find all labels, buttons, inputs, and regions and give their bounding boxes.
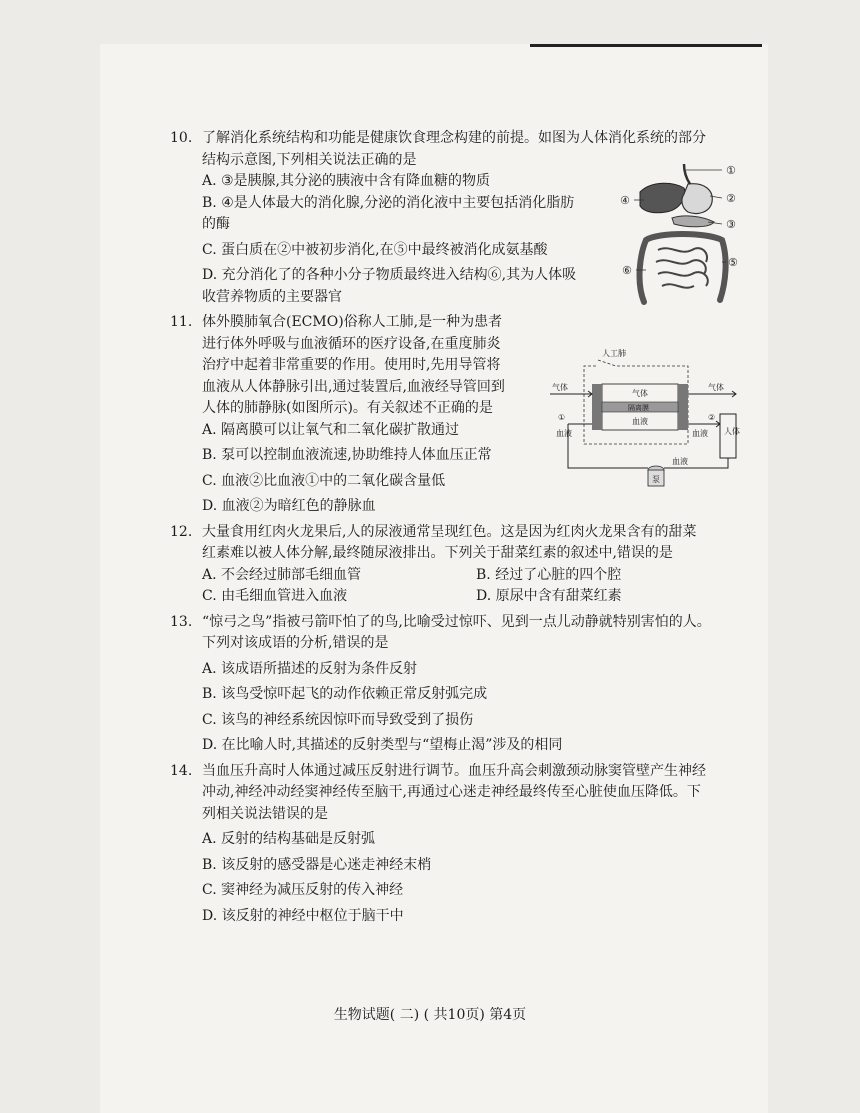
option-a: A. 隔离膜可以让氧气和二氧化碳扩散通过 bbox=[202, 421, 460, 438]
ecmo-pump: 泵 bbox=[652, 475, 660, 484]
digestive-system-figure bbox=[618, 162, 750, 310]
question-stem-cont: 进行体外呼吸与血液循环的医疗设备,在重度肺炎 bbox=[202, 335, 501, 352]
question-number: 12. bbox=[170, 523, 193, 540]
question-stem-cont: 治疗中起着非常重要的作用。使用时,先用导管将 bbox=[202, 357, 501, 373]
option-d: D. 充分消化了的各种小分子物质最终进入结构⑥,其为人体吸 bbox=[202, 267, 577, 283]
option-b-cont: 的酶 bbox=[202, 216, 230, 232]
ecmo-title: 人工肺 bbox=[602, 349, 626, 358]
option-a: A. 反射的结构基础是反射弧 bbox=[202, 831, 376, 847]
question-stem-cont: 列相关说法错误的是 bbox=[202, 805, 328, 822]
question-number: 11. bbox=[170, 314, 193, 330]
option-b: B. 该鸟受惊吓起飞的动作依赖正常反射弧完成 bbox=[202, 686, 488, 702]
option-c: C. 血液②比血液①中的二氧化碳含量低 bbox=[202, 472, 446, 489]
question-14 bbox=[170, 761, 750, 928]
ecmo-membrane: 隔离膜 bbox=[628, 404, 649, 412]
ecmo-blood-1-num: ① bbox=[558, 413, 566, 422]
question-stem-cont: 人体的肺静脉(如图所示)。有关叙述不正确的是 bbox=[202, 400, 493, 416]
figure-label-3: ③ bbox=[726, 218, 736, 231]
figure-label-2: ② bbox=[726, 192, 736, 205]
option-a: A. ③是胰腺,其分泌的胰液中含有降血糖的物质 bbox=[202, 173, 491, 189]
option-b: B. 该反射的感受器是心迷走神经末梢 bbox=[202, 856, 432, 873]
question-stem-cont: 结构示意图,下列相关说法正确的是 bbox=[202, 151, 417, 168]
figure-label-4: ④ bbox=[620, 194, 630, 207]
ecmo-gas-chamber: 气体 bbox=[632, 389, 648, 398]
option-a: A. 不会经过肺部毛细血管 bbox=[202, 566, 362, 583]
ecmo-blood-2: 血液 bbox=[692, 429, 708, 438]
option-b: B. 泵可以控制血液流速,协助维持人体血压正常 bbox=[202, 447, 492, 463]
ecmo-blood-bottom: 血液 bbox=[672, 457, 688, 466]
top-rule bbox=[530, 44, 762, 47]
ecmo-blood-chamber: 血液 bbox=[632, 417, 648, 426]
figure-label-5: ⑤ bbox=[728, 256, 738, 269]
option-d: D. 原尿中含有甜菜红素 bbox=[476, 588, 622, 604]
option-d: D. 该反射的神经中枢位于脑干中 bbox=[202, 907, 404, 924]
question-stem: “惊弓之鸟”指被弓箭吓怕了的鸟,比喻受过惊吓、见到一点儿动静就特别害怕的人。 bbox=[202, 613, 711, 630]
question-12 bbox=[170, 522, 750, 608]
ecmo-figure bbox=[548, 344, 744, 496]
ecmo-blood-2-num: ② bbox=[708, 413, 716, 422]
option-c: C. 蛋白质在②中被初步消化,在⑤中最终被消化成氨基酸 bbox=[202, 241, 548, 258]
question-stem: 体外膜肺氧合(ECMO)俗称人工肺,是一种为患者 bbox=[202, 314, 503, 330]
figure-label-1: ① bbox=[726, 164, 736, 177]
question-stem: 大量食用红肉火龙果后,人的尿液通常呈现红色。这是因为红肉火龙果含有的甜菜 bbox=[202, 523, 697, 540]
question-stem: 当血压升高时人体通过减压反射进行调节。血压升高会刺激颈动脉窦管壁产生神经 bbox=[202, 762, 706, 779]
ecmo-blood-1: 血液 bbox=[556, 429, 572, 438]
page-footer: 生物试题( 二) ( 共10页) 第4页 bbox=[333, 1007, 527, 1023]
question-stem-cont: 红素难以被人体分解,最终随尿液排出。下列关于甜菜红素的叙述中,错误的是 bbox=[202, 545, 673, 561]
question-number: 14. bbox=[170, 762, 193, 779]
option-a: A. 该成语所描述的反射为条件反射 bbox=[202, 660, 418, 677]
question-13 bbox=[170, 612, 750, 757]
option-c: C. 该鸟的神经系统因惊吓而导致受到了损伤 bbox=[202, 711, 474, 728]
option-c: C. 由毛细血管进入血液 bbox=[202, 588, 348, 604]
option-b: B. ④是人体最大的消化腺,分泌的消化液中主要包括消化脂肪 bbox=[202, 194, 575, 211]
option-b: B. 经过了心脏的四个腔 bbox=[476, 566, 622, 583]
question-stem: 了解消化系统结构和功能是健康饮食理念构建的前提。如图为人体消化系统的部分 bbox=[202, 130, 706, 146]
question-stem-cont: 冲动,神经冲动经窦神经传至脑干,再通过心迷走神经最终传至心脏使血压降低。下 bbox=[202, 784, 701, 800]
question-number: 10. bbox=[170, 130, 193, 146]
question-stem-cont: 下列对该成语的分析,错误的是 bbox=[202, 635, 389, 651]
question-number: 13. bbox=[170, 613, 193, 630]
option-d: D. 血液②为暗红色的静脉血 bbox=[202, 498, 376, 514]
question-stem-cont: 血液从人体静脉引出,通过装置后,血液经导管回到 bbox=[202, 378, 505, 395]
figure-label-6: ⑥ bbox=[622, 264, 632, 277]
ecmo-gas-in: 气体 bbox=[552, 383, 568, 392]
ecmo-gas-out: 气体 bbox=[708, 383, 724, 392]
ecmo-human-1: 人体 bbox=[724, 427, 740, 436]
option-d: D. 在比喻人时,其描述的反射类型与“望梅止渴”涉及的相同 bbox=[202, 737, 563, 753]
option-c: C. 窦神经为减压反射的传入神经 bbox=[202, 882, 404, 898]
option-d-cont: 收营养物质的主要器官 bbox=[202, 288, 342, 305]
